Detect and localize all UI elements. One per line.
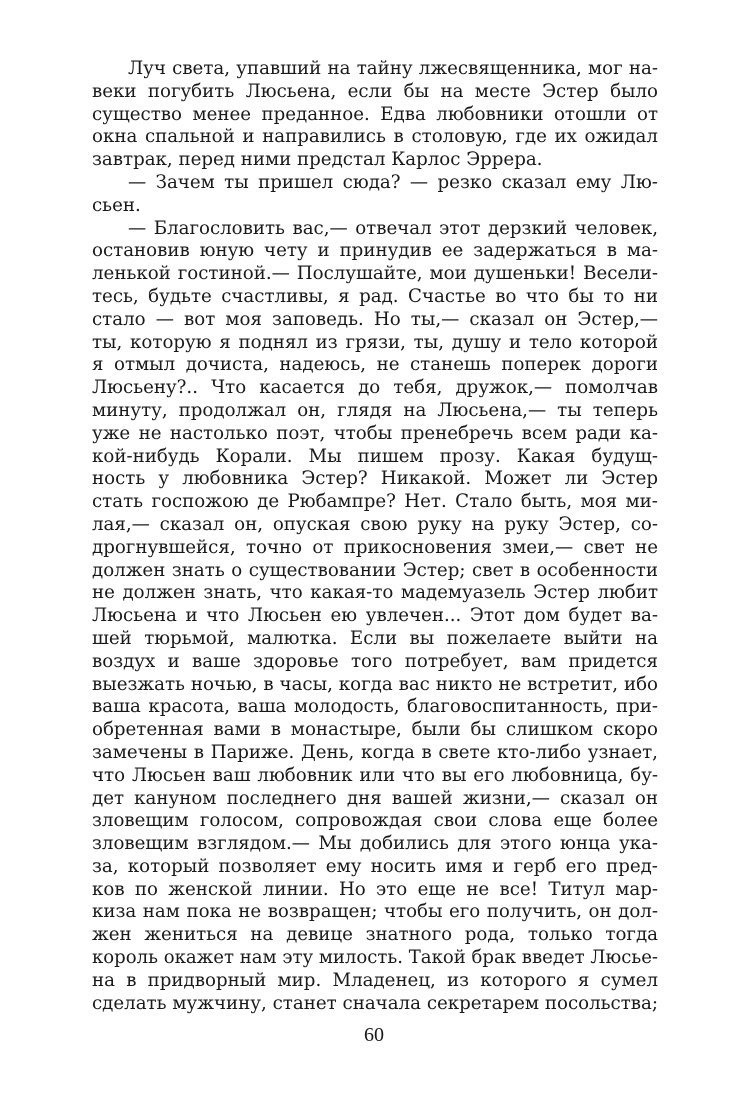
text-line — [92, 423, 658, 446]
text-line — [92, 947, 658, 970]
text-line-content: окна спальной и направились в столовую, где их ожидал — [92, 126, 658, 148]
text-line-content: — Зачем ты пришел сюда? — резко сказал ему Лю- — [128, 171, 658, 193]
text-line — [92, 195, 658, 218]
text-line-content: не должен знать, что какая-то мадемуазель Эстер любит — [92, 582, 659, 604]
text-line — [92, 560, 658, 583]
text-line — [92, 651, 658, 674]
text-line-content: зловещим голосом, сопровождая свои слова еще более — [92, 810, 659, 832]
text-line-content: ков по женской линии. Но это еще не все! Титул мар- — [92, 878, 658, 900]
text-line — [92, 970, 658, 993]
text-line-content: завтрак, перед ними предстал Карлос Эррера. — [92, 149, 543, 171]
text-line-content: за, который позволяет ему носить имя и герб его пред- — [92, 855, 658, 877]
text-line — [92, 149, 658, 172]
text-line — [92, 605, 658, 628]
text-line-content: Люсьена и что Люсьен ею увлечен... Этот дом будет ва- — [92, 605, 659, 627]
text-line — [92, 446, 658, 469]
text-line-content: остановив юную чету и принудив ее задержаться в ма- — [92, 240, 658, 262]
text-line-content: — Благословить вас,— отвечал этот дерзкий человек, — [128, 217, 659, 239]
text-line — [92, 286, 658, 309]
text-line — [92, 537, 658, 560]
text-line — [92, 696, 658, 719]
text-line-content: ты, которую я поднял из грязи, ты, душу и тело которой — [92, 331, 658, 353]
text-line — [92, 377, 658, 400]
text-line-content: сделать мужчину, станет сначала секретарем посольства; — [92, 992, 658, 1014]
text-line-content: сьен. — [92, 194, 141, 216]
text-line — [92, 491, 658, 514]
text-line — [92, 924, 658, 947]
text-line-content: зловещим взглядом.— Мы добились для этого юнца ука- — [92, 833, 658, 855]
text-line-content: стать госпожою де Рюбампре? Нет. Стало быть, моя ми- — [92, 491, 658, 513]
text-line-content: ваша красота, ваша молодость, благовоспитанность, при- — [92, 696, 658, 718]
text-line — [92, 400, 658, 423]
text-line-content: выезжать ночью, в часы, когда вас никто не встретит, ибо — [92, 673, 658, 695]
text-line-content: замечены в Париже. День, когда в свете кто-либо узнает, — [92, 741, 658, 763]
text-line-content: Луч света, упавший на тайну лжесвященника, мог на- — [128, 58, 658, 79]
text-line-content: дет кануном последнего дня вашей жизни,— сказал он — [92, 787, 658, 809]
text-line — [92, 719, 658, 742]
text-line-content: жен жениться на девице знатного рода, только тогда — [92, 924, 658, 946]
text-line-content: кой-нибудь Корали. Мы пишем прозу. Какая будущ- — [92, 445, 658, 467]
text-line-content: киза нам пока не возвращен; чтобы его получить, он дол- — [92, 901, 658, 923]
text-line — [92, 901, 658, 924]
text-line — [92, 788, 658, 811]
text-line — [92, 468, 658, 491]
text-line — [92, 354, 658, 377]
text-line-content: обретенная вами в монастыре, были бы слишком скоро — [92, 719, 658, 741]
text-line — [92, 879, 658, 902]
text-line — [92, 993, 658, 1016]
page-number: 60 — [364, 1024, 384, 1046]
text-line-content: должен знать о существовании Эстер; свет в особенности — [92, 559, 658, 581]
page-body — [92, 58, 658, 1015]
text-line — [92, 514, 658, 537]
text-line — [92, 628, 658, 651]
text-line — [92, 172, 658, 195]
text-line-content: лая,— сказал он, опуская свою руку на руку Эстер, со- — [92, 513, 658, 535]
text-line — [92, 856, 658, 879]
text-line-content: тесь, будьте счастливы, я рад. Счастье во что бы то ни — [92, 285, 658, 307]
text-line — [92, 58, 658, 81]
text-line-content: дрогнувшейся, точно от прикосновения змеи,— свет не — [92, 536, 658, 558]
text-line — [92, 240, 658, 263]
text-line — [92, 104, 658, 127]
text-line-content: ность у любовника Эстер? Никакой. Может ли Эстер — [92, 468, 659, 490]
text-line-content: веки погубить Люсьена, если бы на месте Эстер было — [92, 80, 659, 102]
text-line-content: стало — вот моя заповедь. Но ты,— сказал он Эстер,— — [92, 308, 658, 330]
text-line — [92, 126, 658, 149]
text-line-content: Люсьену?.. Что касается до тебя, дружок,— помолчав — [92, 377, 658, 399]
text-line-content: ленькой гостиной.— Послушайте, мои душеньки! Весели- — [92, 263, 658, 285]
text-line — [92, 309, 658, 332]
text-line-content: существо менее преданное. Едва любовники отошли от — [92, 103, 659, 125]
text-line — [92, 674, 658, 697]
text-line — [92, 833, 658, 856]
text-line-content: минуту, продолжал он, глядя на Люсьена,— ты теперь — [92, 399, 658, 421]
text-line-content: воздух и ваше здоровье того потребует, вам придется — [92, 650, 658, 672]
text-line-content: на в придворный мир. Младенец, из которого я сумел — [92, 969, 658, 991]
text-line — [92, 765, 658, 788]
text-line — [92, 332, 658, 355]
text-line-content: я отмыл дочиста, надеюсь, не станешь поперек дороги — [92, 354, 658, 376]
text-line — [92, 263, 658, 286]
text-line-content: король окажет нам эту милость. Такой брак введет Люсье- — [92, 947, 659, 969]
text-line-content: шей тюрьмой, малютка. Если вы пожелаете выйти на — [92, 627, 659, 649]
text-line — [92, 742, 658, 765]
text-line — [92, 81, 658, 104]
text-line-content: что Люсьен ваш любовник или что вы его любовница, бу- — [92, 764, 659, 786]
text-line — [92, 218, 658, 241]
text-line-content: уже не настолько поэт, чтобы пренебречь всем ради ка- — [92, 422, 658, 444]
text-line — [92, 582, 658, 605]
text-line — [92, 810, 658, 833]
